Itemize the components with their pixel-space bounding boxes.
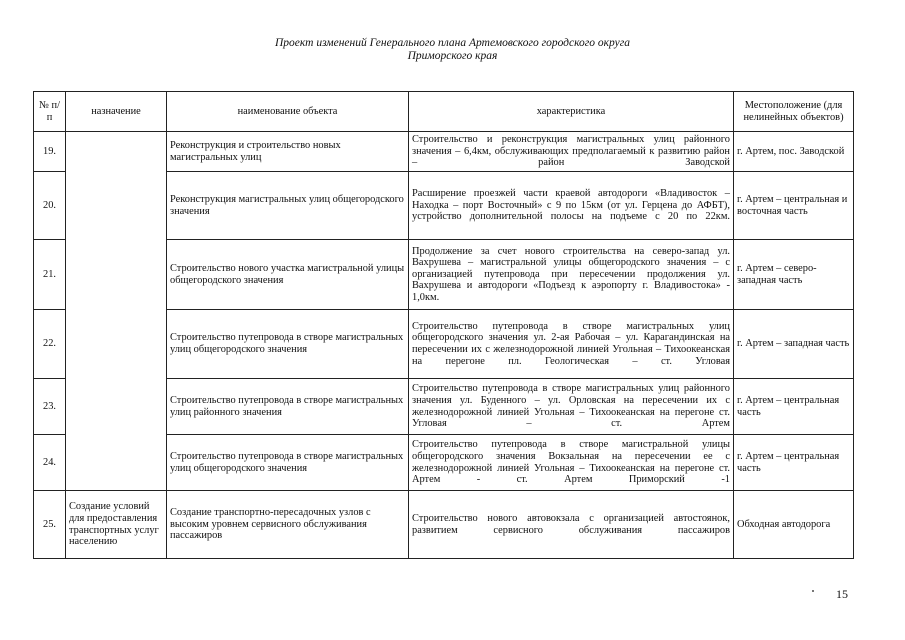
row-number: 21. [34, 240, 66, 310]
characteristic: Строительство путепровода в створе магистральной улицы общегородского значения Вокзальная на пересечении ее с железнодорожной линией Угольная – Тихоокеанская на перегоне ст. Артем - ст. Артем Приморский -1 [409, 435, 734, 491]
location: Обходная автодорога [734, 491, 854, 559]
row-number: 23. [34, 379, 66, 435]
table-row [34, 491, 854, 559]
characteristic: Строительство и реконструкция магистральных улиц районного значения – 6,4км, обслуживающих предполагаемый к развитию район – район Заводской [409, 132, 734, 172]
column-header-purpose: назначение [66, 92, 167, 132]
object-name: Создание транспортно-пересадочных узлов с высоким уровнем сервисного обслуживания пассажиров [167, 491, 409, 559]
row-number: 22. [34, 310, 66, 379]
characteristic: Продолжение за счет нового строительства на северо-запад ул. Вахрушева – магистральной улицы общегородского значения – с организацией путепровода при пересечении продолжения ул. Вахрушева и автодороги «Подъезд к аэропорту г. Владивостока» - 1,0км. [409, 240, 734, 310]
location: г. Артем, пос. Заводской [734, 132, 854, 172]
characteristic: Строительство путепровода в створе магистральных улиц общегородского значения ул. 2-ая Рабочая – ул. Карагандинская на пересечении их с железнодорожной линией Угольная – Тихоокеанская на перегоне пл. Геологическая – ст. Угловая [409, 310, 734, 379]
object-name: Строительство путепровода в створе магистральных улиц общегородского значения [167, 310, 409, 379]
row-number: 20. [34, 172, 66, 240]
location: г. Артем – северо-западная часть [734, 240, 854, 310]
object-name: Реконструкция магистральных улиц общегородского значения [167, 172, 409, 240]
characteristic: Строительство путепровода в створе магистральных улиц районного значения ул. Буденного – ул. Орловская на пересечении их с железнодорожной линией Угольная – Тихоокеанская на перегоне ст. Угловая – ст. Артем [409, 379, 734, 435]
header-line-2: Приморского края [407, 50, 498, 62]
column-header-name: наименование объекта [167, 92, 409, 132]
header-line-1: Проект изменений Генерального плана Артемовского городского округа [275, 37, 630, 49]
object-name: Строительство нового участка магистральной улицы общегородского значения [167, 240, 409, 310]
table-row [34, 132, 854, 172]
row-number: 25. [34, 491, 66, 559]
purpose-cell-empty [66, 132, 167, 491]
table-header-row [34, 92, 854, 132]
location: г. Артем – центральная часть [734, 435, 854, 491]
characteristic: Строительство нового автовокзала с организацией автостоянок, развитием сервисного обслуживания пассажиров [409, 491, 734, 559]
plan-changes-table [33, 91, 854, 559]
row-number: 24. [34, 435, 66, 491]
row-number: 19. [34, 132, 66, 172]
location: г. Артем – западная часть [734, 310, 854, 379]
column-header-num: № п/п [34, 92, 66, 132]
purpose: Создание условий для предоставления транспортных услуг населению [66, 491, 167, 559]
document-header [0, 37, 905, 63]
column-header-location: Местоположение (для нелинейных объектов) [734, 92, 854, 132]
column-header-characteristic: характеристика [409, 92, 734, 132]
location: г. Артем – центральная и восточная часть [734, 172, 854, 240]
page-number: 15 [836, 587, 848, 601]
characteristic: Расширение проезжей части краевой автодороги «Владивосток – Находка – порт Восточный» с 9 по 15км (от ул. Герцена до АФБТ), устройство дополнительной полосы на подъеме с 20 по 22км. [409, 172, 734, 240]
object-name: Строительство путепровода в створе магистральных улиц общегородского значения [167, 435, 409, 491]
object-name: Строительство путепровода в створе магистральных улиц районного значения [167, 379, 409, 435]
scan-mark [812, 590, 814, 592]
location: г. Артем – центральная часть [734, 379, 854, 435]
object-name: Реконструкция и строительство новых магистральных улиц [167, 132, 409, 172]
